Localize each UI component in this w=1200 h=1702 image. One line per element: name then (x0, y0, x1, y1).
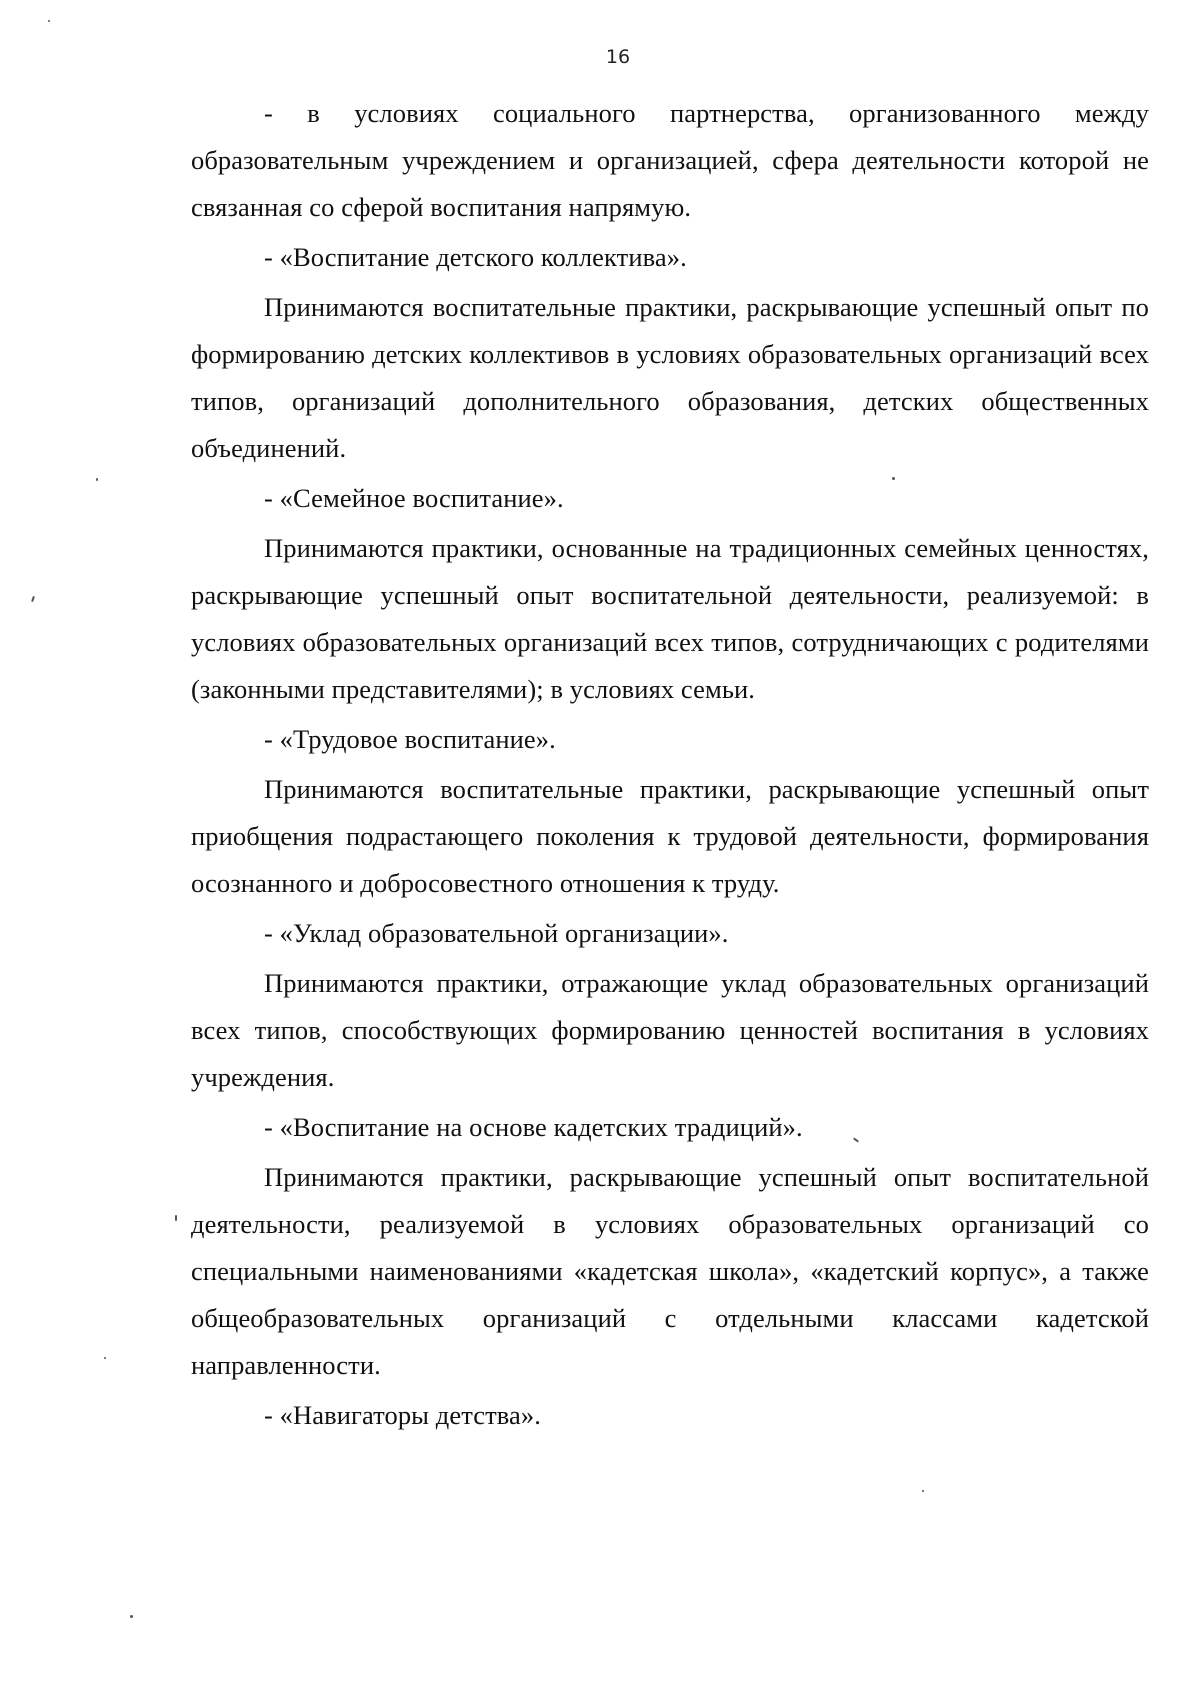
paragraph-labor-education: Принимаются воспитательные практики, раскрывающие успешный опыт приобщения подрастающего поколения к трудовой деятельности, формирования осознанного и добросовестного отношения к труду. (191, 774, 1149, 898)
scan-speck (48, 20, 50, 22)
paragraph-family-education: Принимаются практики, основанные на традиционных семейных ценностях, раскрывающие успешный опыт воспитательной деятельности, реализуемой: в условиях образовательных организаций всех типов, сотрудничающих с родителями (законными представителями); в условиях семьи. (191, 533, 1149, 704)
paragraph-school-structure: Принимаются практики, отражающие уклад образовательных организаций всех типов, способствующих формированию ценностей воспитания в условиях учреждения. (191, 968, 1149, 1092)
scan-speck (130, 1615, 133, 1618)
section-heading-cadet-traditions: - «Воспитание на основе кадетских традиций». (264, 1112, 803, 1142)
scan-speck (104, 1357, 106, 1359)
document-body (191, 90, 1149, 1439)
scan-speck (31, 596, 35, 602)
scan-speck (922, 1490, 924, 1492)
paragraph-children-collective: Принимаются воспитательные практики, раскрывающие успешный опыт по формированию детских коллективов в условиях образовательных организаций всех типов, организаций дополнительного образования, детских общественных объединений. (191, 292, 1149, 463)
paragraph-cadet-traditions: Принимаются практики, раскрывающие успешный опыт воспитательной деятельности, реализуемой в условиях образовательных организаций со специальными наименованиями «кадетская школа», «кадетский корпус», а также общеобразовательных организаций с отдельными классами кадетской направленности. (191, 1162, 1149, 1380)
section-heading-school-structure: - «Уклад образовательной организации». (264, 918, 729, 948)
scan-speck (175, 1215, 177, 1221)
page-number: 16 (605, 46, 631, 68)
scan-speck (892, 477, 895, 480)
section-heading-childhood-navigators: - «Навигаторы детства». (264, 1400, 541, 1430)
paragraph-social-partnership: - в условиях социального партнерства, организованного между образовательным учреждением и организацией, сфера деятельности которой не связанная со сферой воспитания напрямую. (191, 98, 1149, 222)
scan-speck (96, 478, 98, 481)
section-heading-family-education: - «Семейное воспитание». (264, 483, 564, 513)
section-heading-children-collective: - «Воспитание детского коллектива». (264, 242, 687, 272)
section-heading-labor-education: - «Трудовое воспитание». (264, 724, 556, 754)
